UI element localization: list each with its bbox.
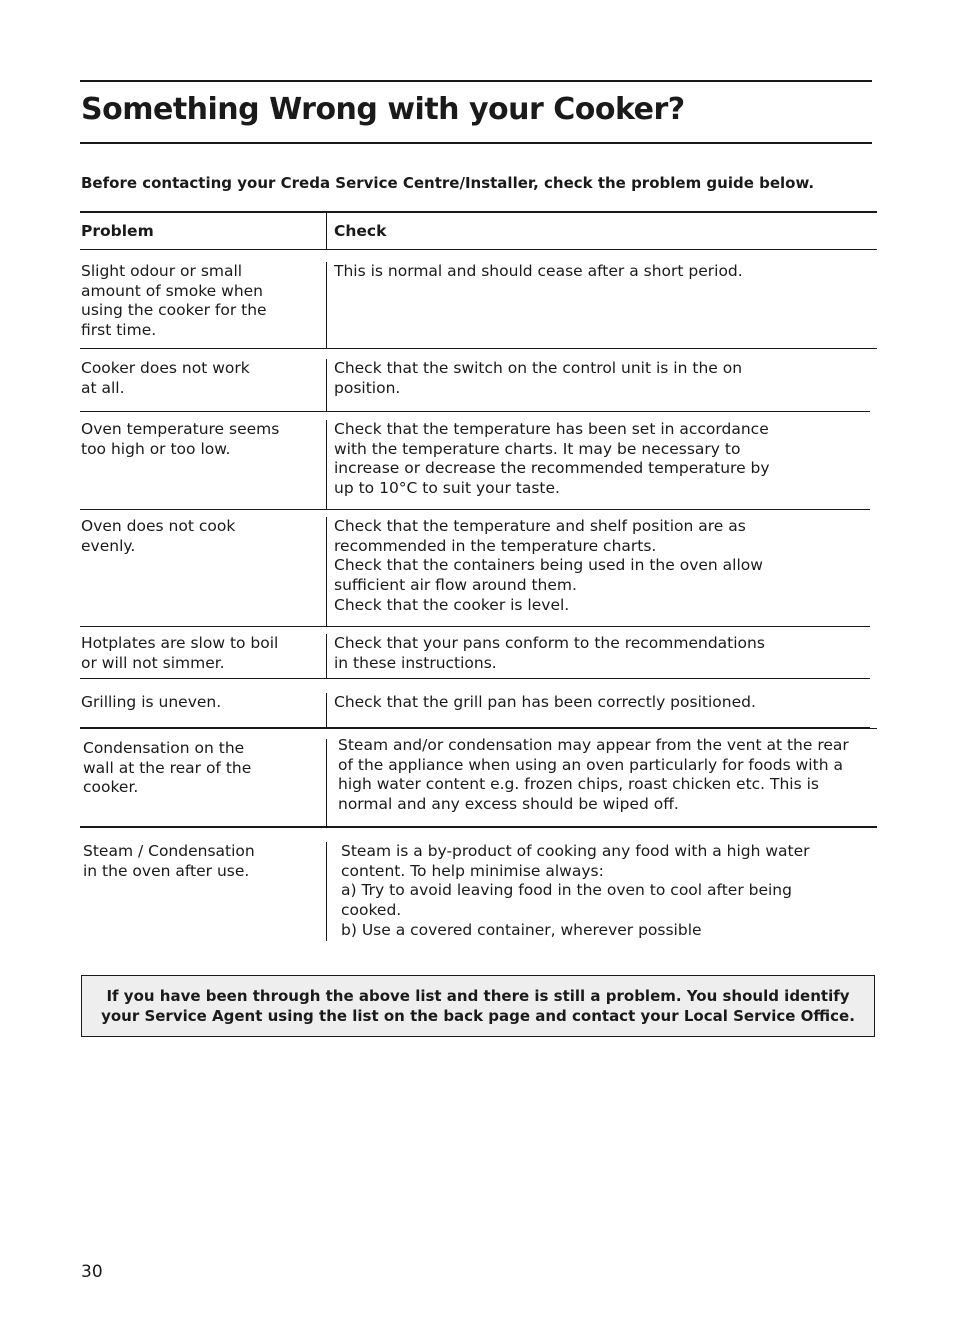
service-notice: If you have been through the above list and there is still a problem. You should identify your Service Agent using the list on the back page and contact your Local Service Office. xyxy=(81,975,875,1037)
intro-text: Before contacting your Creda Service Centre/Installer, check the problem guide below. xyxy=(81,174,815,192)
check-cell: Steam is a by-product of cooking any food with a high water content. To help minimise always: a) Try to avoid leaving food in the oven to cool after being cooked. b) Use a covered container, wherever possible xyxy=(341,842,810,939)
top-rule xyxy=(80,80,872,82)
table-row xyxy=(80,679,870,728)
check-cell: Check that the temperature has been set in accordance with the temperature charts. It may be necessary to increase or decrease the recommended temperature by up to 10°C to suit your taste. xyxy=(334,420,770,498)
problem-table xyxy=(80,211,877,941)
check-cell: Check that the grill pan has been correctly positioned. xyxy=(334,693,756,711)
check-cell: Check that the switch on the control unit is in the on position. xyxy=(334,359,743,397)
table-row xyxy=(80,349,870,412)
problem-cell: Steam / Condensation in the oven after use. xyxy=(80,842,327,941)
title-rule xyxy=(80,142,872,144)
problem-cell: Condensation on the wall at the rear of the cooker. xyxy=(80,739,327,826)
table-row xyxy=(80,412,870,510)
check-cell: Steam and/or condensation may appear from the vent at the rear of the appliance when using an oven particularly for foods with a high water content e.g. frozen chips, roast chicken etc. This is normal and any excess should be wiped off. xyxy=(338,736,849,814)
table-row xyxy=(80,728,877,828)
table-row xyxy=(80,250,877,349)
header-problem: Problem xyxy=(80,213,327,249)
problem-cell: Cooker does not work at all. xyxy=(80,359,327,411)
problem-cell: Hotplates are slow to boil or will not simmer. xyxy=(80,634,327,678)
table-row xyxy=(80,627,870,679)
check-cell: This is normal and should cease after a short period. xyxy=(334,262,743,280)
problem-cell: Slight odour or small amount of smoke when using the cooker for the first time. xyxy=(80,262,327,348)
page-number: 30 xyxy=(81,1262,103,1282)
problem-cell: Oven does not cook evenly. xyxy=(80,517,327,626)
problem-cell: Grilling is uneven. xyxy=(80,693,327,727)
table-row xyxy=(80,828,877,941)
table-header-row xyxy=(80,211,877,250)
header-check: Check xyxy=(334,222,387,240)
page-title: Something Wrong with your Cooker? xyxy=(81,92,685,127)
table-row xyxy=(80,510,870,627)
check-cell: Check that the temperature and shelf position are as recommended in the temperature charts. Check that the containers being used in the oven allow sufficient air flow around them. Check that the cooker is level. xyxy=(334,517,763,614)
problem-cell: Oven temperature seems too high or too low. xyxy=(80,420,327,509)
check-cell: Check that your pans conform to the recommendations in these instructions. xyxy=(334,634,765,672)
